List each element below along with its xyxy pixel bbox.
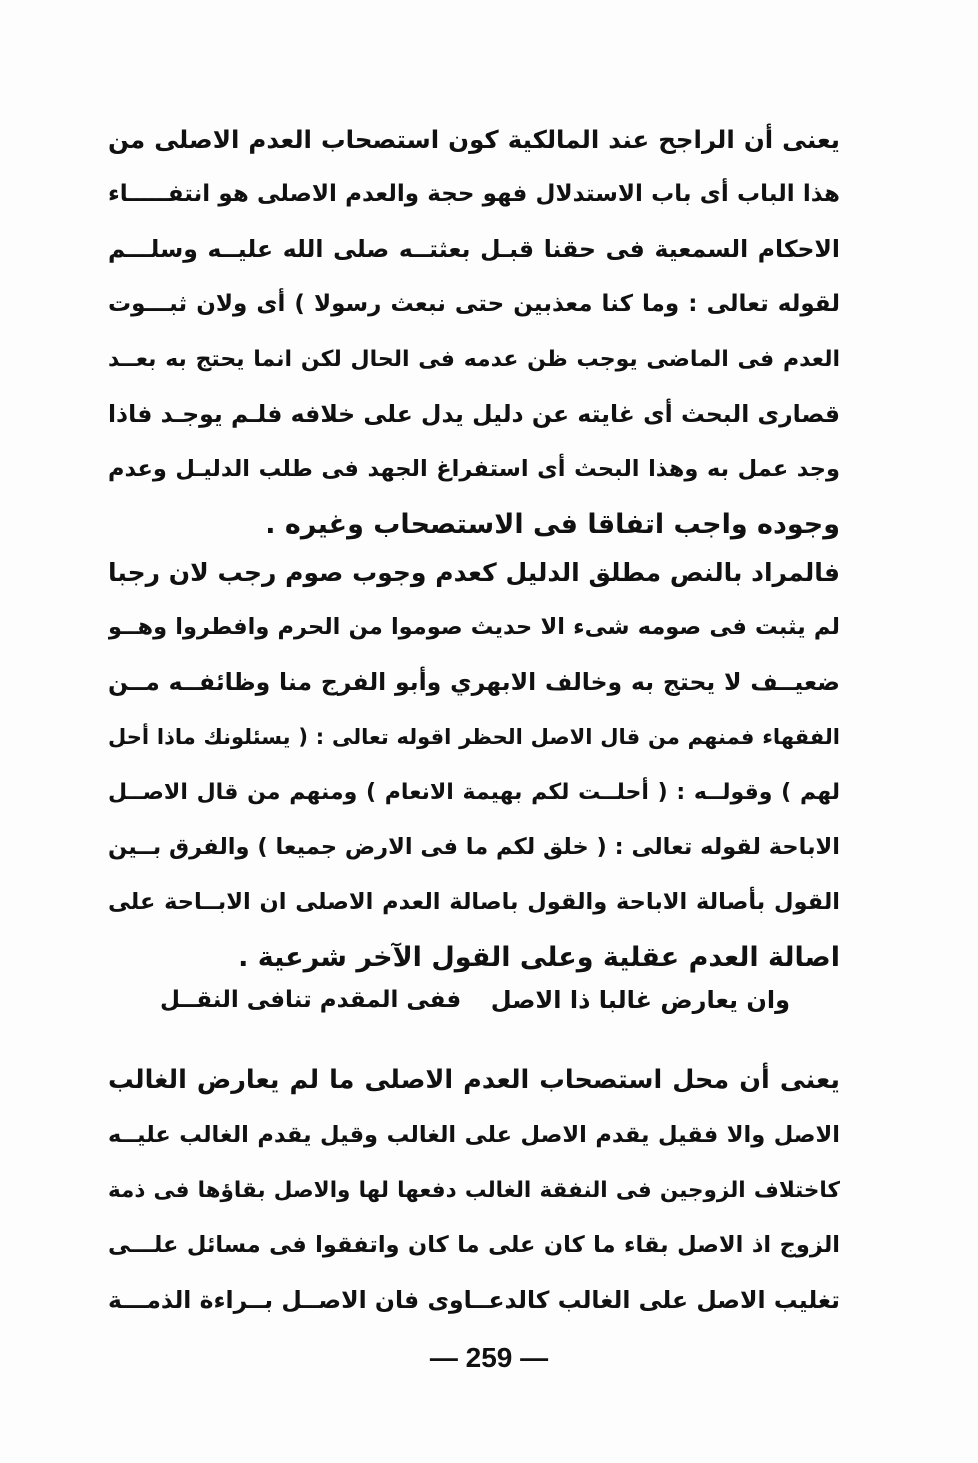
text-line: وجوده واجب اتفاقا فى الاستصحاب وغيره . bbox=[265, 509, 840, 540]
text-line: يعنى أن محل استصحاب العدم الاصلى ما لم يعارض الغالب bbox=[108, 1065, 840, 1095]
text-line: لهم ) وقولــه : ( أحلــت لكم بهيمة الانعام ) ومنهم من قال الاصــل bbox=[108, 780, 840, 805]
text-line: الاباحة لقوله تعالى : ( خلق لكم ما فى الارض جميعا ) والفرق بــين bbox=[108, 834, 840, 860]
verse-left-hemistich: ففى المقدم تنافى النقــل bbox=[160, 987, 462, 1013]
page-number: — 259 — bbox=[429, 1342, 549, 1373]
text-line: لقوله تعالى : وما كنا معذبين حتى نبعث رسولا ) أى ولان ثبـــوت bbox=[108, 291, 840, 317]
text-line: يعنى أن الراجح عند المالكية كون استصحاب العدم الاصلى من bbox=[108, 125, 840, 154]
text-line: قصارى البحث أى غايته عن دليل يدل على خلافه فلـم يوجـد فاذا bbox=[108, 400, 840, 428]
text-line: الاحكام السمعية فى حقنا قبـل بعثتــه صلى الله عليــه وسلـــم bbox=[108, 235, 840, 263]
paragraph-2 bbox=[108, 545, 840, 985]
paragraph-3 bbox=[108, 1053, 840, 1328]
text-line: كاختلاف الزوجين فى النفقة الغالب دفعها لها والاصل بقاؤها فى ذمة bbox=[108, 1178, 840, 1203]
text-line: القول بأصالة الاباحة والقول باصالة العدم الاصلى ان الابــاحة على bbox=[108, 889, 840, 915]
text-line: الاصل والا فقيل يقدم الاصل على الغالب وقيل يقدم الغالب عليــه bbox=[108, 1122, 840, 1148]
text-line: لم يثبت فى صومه شىء الا حديث صوموا من الحرم وافطروا وهــو bbox=[108, 614, 840, 640]
text-line: الفقهاء فمنهم من قال الاصل الحظر اقوله تعالى : ( يسئلونك ماذا أحل bbox=[108, 725, 840, 749]
text-line: تغليب الاصل على الغالب كالدعــاوى فان الاصــل بــراءة الذمـــة bbox=[108, 1286, 840, 1314]
text-line: هذا الباب أى باب الاستدلال فهو حجة والعدم الاصلى هو انتفـــــاء bbox=[108, 181, 840, 207]
paragraph-1 bbox=[108, 112, 840, 552]
text-line: اصالة العدم عقلية وعلى القول الآخر شرعية . bbox=[238, 942, 840, 973]
text-line: وجد عمل به وهذا البحث أى استفراغ الجهد فى طلب الدليـل وعدم bbox=[108, 456, 840, 482]
verse-right-hemistich: وان يعارض غالبا ذا الاصل bbox=[490, 986, 790, 1014]
text-line: ضعيــف لا يحتج به وخالف الابهري وأبو الفرج منا وظائفــه مــن bbox=[108, 668, 840, 696]
text-line: الزوج اذ الاصل بقاء ما كان على ما كان واتفقوا فى مسائل علـــى bbox=[108, 1232, 840, 1258]
verse-line bbox=[160, 973, 790, 1028]
text-line: العدم فى الماضى يوجب ظن عدمه فى الحال لكن انما يحتج به بعــد bbox=[108, 347, 840, 372]
text-line: فالمراد بالنص مطلق الدليل كعدم وجوب صوم رجب لان رجبا bbox=[108, 558, 840, 587]
